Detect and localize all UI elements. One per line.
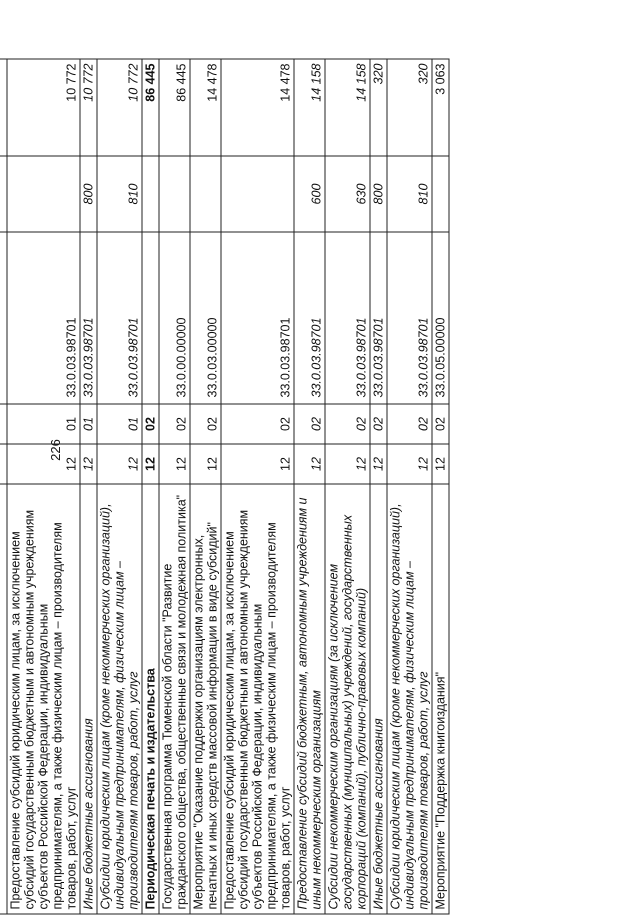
cell-sum: 14 158: [325, 59, 370, 156]
cell-vr: [190, 156, 221, 232]
cell-rz: 12: [325, 444, 370, 484]
cell-name: Иные бюджетные ассигнования: [80, 484, 97, 914]
cell-pr: 02: [142, 404, 159, 444]
table-row: [142, 59, 159, 914]
cell-rz: 12: [142, 444, 159, 484]
cell-csr: 33.0.05.00000: [432, 232, 449, 404]
cell-name: Предоставление субсидий юридическим лицам, за исключением субсидий государственным бюджетным и автономным учреждениям субъектов Российской Федерации, индивидуальным предпринимателям, а также физическим лицам – производителям товаров, работ, услуг: [7, 484, 80, 914]
header-vr: [0, 156, 7, 232]
cell-sum: 86 445: [159, 59, 190, 156]
table-row: [97, 59, 142, 914]
cell-vr: 630: [325, 156, 370, 232]
cell-pr: 02: [190, 404, 221, 444]
cell-name: Предоставление субсидий юридическим лицам, за исключением субсидий государственным бюджетным и автономным учреждениям субъектов Российской Федерации, индивидуальным предпринимателям, а также физическим лицам – производителям товаров, работ, услуг: [221, 484, 294, 914]
cell-sum: 320: [370, 59, 387, 156]
cell-name: Субсидии юридическим лицам (кроме некоммерческих организаций), индивидуальным предпринимателям, физическим лицам – производителям товаров, работ, услуг: [387, 484, 432, 914]
cell-csr: 33.0.03.98701: [370, 232, 387, 404]
cell-pr: 01: [80, 404, 97, 444]
cell-rz: 12: [221, 444, 294, 484]
cell-csr: 33.0.03.98701: [387, 232, 432, 404]
budget-table: [0, 59, 450, 915]
header-rz: [0, 444, 7, 484]
cell-name: Мероприятие "Поддержка книгоиздания": [432, 484, 449, 914]
cell-rz: 12: [370, 444, 387, 484]
cell-csr: 33.0.03.98701: [221, 232, 294, 404]
cell-csr: 33.0.03.98701: [294, 232, 325, 404]
cell-pr: 02: [387, 404, 432, 444]
cell-sum: 86 445: [142, 59, 159, 156]
cell-pr: 01: [97, 404, 142, 444]
header-name: [0, 484, 7, 914]
cell-name: Мероприятие "Оказание поддержки организациям электронных, печатных и иных средств массовой информации в виде субсидий": [190, 484, 221, 914]
cell-rz: 12: [159, 444, 190, 484]
cell-rz: 12: [294, 444, 325, 484]
cell-csr: 33.0.03.98701: [80, 232, 97, 404]
cell-sum: 14 478: [221, 59, 294, 156]
table-row: [325, 59, 370, 914]
cell-vr: 800: [80, 156, 97, 232]
cell-pr: 02: [370, 404, 387, 444]
cell-name: Иные бюджетные ассигнования: [370, 484, 387, 914]
table-row: [294, 59, 325, 914]
cell-rz: 12: [97, 444, 142, 484]
table-row: [221, 59, 294, 914]
cell-name: Субсидии юридическим лицам (кроме некоммерческих организаций), индивидуальным предпринимателям, физическим лицам – производителям товаров, работ, услуг: [97, 484, 142, 914]
cell-name: Предоставление субсидий бюджетным, автономным учреждениям и иным некоммерческим организациям: [294, 484, 325, 914]
table-header-row: [0, 59, 7, 914]
cell-csr: [142, 232, 159, 404]
cell-pr: 02: [221, 404, 294, 444]
cell-vr: 810: [387, 156, 432, 232]
cell-pr: 02: [159, 404, 190, 444]
cell-rz: 12: [190, 444, 221, 484]
table-row: [159, 59, 190, 914]
cell-pr: 02: [432, 404, 449, 444]
cell-csr: 33.0.03.98701: [325, 232, 370, 404]
cell-vr: [432, 156, 449, 232]
cell-rz: 12: [432, 444, 449, 484]
table-row: [432, 59, 449, 914]
header-pr: [0, 404, 7, 444]
cell-sum: 3 063: [432, 59, 449, 156]
cell-name: Периодическая печать и издательства: [142, 484, 159, 914]
cell-sum: 320: [387, 59, 432, 156]
cell-rz: 12: [7, 444, 80, 484]
table-body: [7, 59, 449, 914]
header-csr: [0, 232, 7, 404]
cell-name: Государственная программа Тюменской области "Развитие гражданского общества, общественные связи и молодежная политика": [159, 484, 190, 914]
cell-sum: 10 772: [80, 59, 97, 156]
cell-sum: 10 772: [97, 59, 142, 156]
table-row: [80, 59, 97, 914]
table-row: [387, 59, 432, 914]
cell-name: Субсидии некоммерческим организациям (за исключением государственных (муниципальных) учреждений, государственных корпораций (компаний), публично-правовых компаний): [325, 484, 370, 914]
cell-csr: 33.0.03.98701: [97, 232, 142, 404]
rotated-page-content: [0, 60, 446, 915]
cell-sum: 14 158: [294, 59, 325, 156]
cell-vr: 810: [97, 156, 142, 232]
cell-csr: 33.0.03.00000: [190, 232, 221, 404]
cell-rz: 12: [80, 444, 97, 484]
cell-sum: 10 772: [7, 59, 80, 156]
table-row: [7, 59, 80, 914]
table-row: [370, 59, 387, 914]
cell-pr: 01: [7, 404, 80, 444]
cell-pr: 02: [294, 404, 325, 444]
cell-csr: 33.0.00.00000: [159, 232, 190, 404]
cell-sum: 14 478: [190, 59, 221, 156]
cell-vr: 600: [294, 156, 325, 232]
cell-pr: 02: [325, 404, 370, 444]
cell-vr: [159, 156, 190, 232]
cell-rz: 12: [387, 444, 432, 484]
header-sum: [0, 59, 7, 156]
cell-csr: 33.0.03.98701: [7, 232, 80, 404]
cell-vr: [142, 156, 159, 232]
cell-vr: [7, 156, 80, 232]
cell-vr: [221, 156, 294, 232]
table-row: [190, 59, 221, 914]
cell-vr: 800: [370, 156, 387, 232]
page-number: 226: [48, 439, 63, 461]
